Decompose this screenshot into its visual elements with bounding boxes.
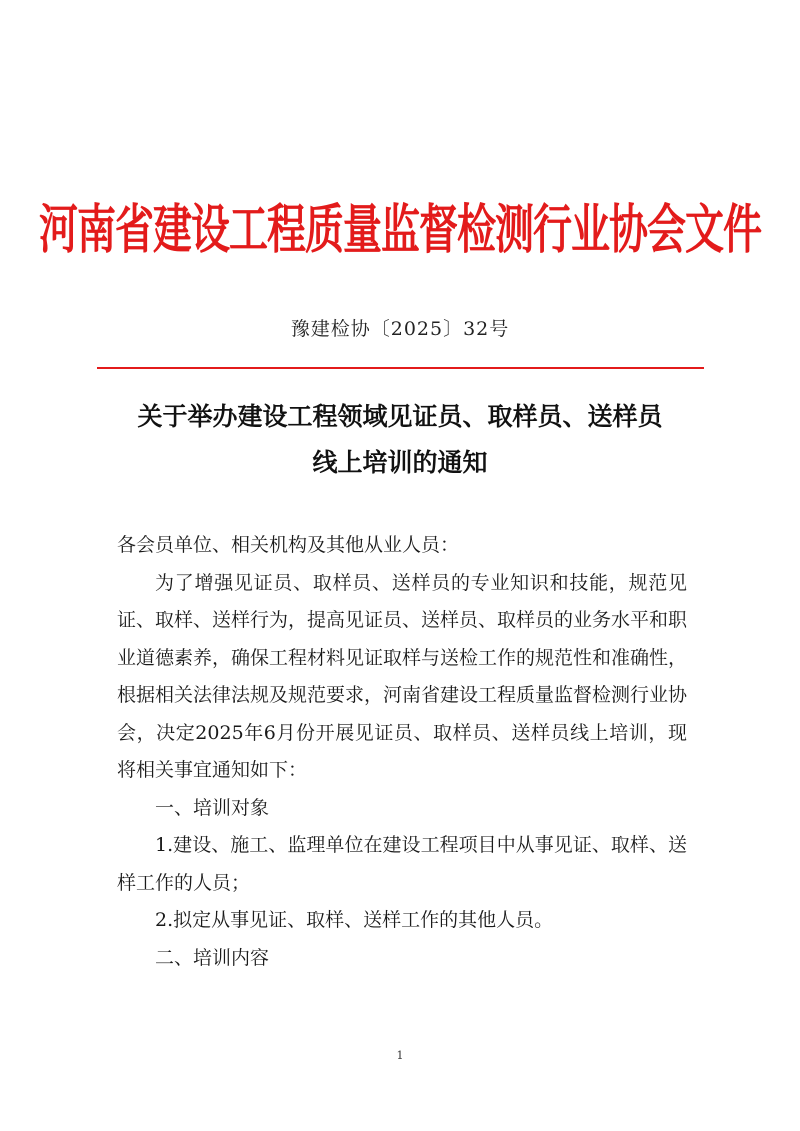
notice-title	[0, 394, 800, 486]
salutation: 各会员单位、相关机构及其他从业人员：	[117, 534, 460, 556]
notice-title-line-2: 线上培训的通知	[312, 448, 488, 477]
section-1-item-1: 1.建设、施工、监理单位在建设工程项目中从事见证、取样、送样工作的人员；	[117, 834, 687, 894]
notice-title-line-1: 关于举办建设工程领域见证员、取样员、送样员	[137, 402, 663, 431]
page-number: 1	[396, 1049, 404, 1062]
section-1-heading: 一、培训对象	[155, 796, 270, 819]
document-body	[117, 527, 687, 977]
red-divider-line	[97, 367, 704, 369]
section-1-item-2: 2.拟定从事见证、取样、送样工作的其他人员。	[155, 909, 554, 931]
section-2-heading: 二、培训内容	[155, 946, 270, 969]
document-number: 豫建检协〔2025〕32号	[290, 318, 510, 340]
intro-paragraph: 为了增强见证员、取样员、送样员的专业知识和技能，规范见证、取样、送样行为，提高见证员、送样员、取样员的业务水平和职业道德素养，确保工程材料见证取样与送检工作的规范性和准确性，根据相关法律法规及规范要求，河南省建设工程质量监督检测行业协会，决定2025年6月份开展见证员、取样员、送样员线上培训，现将相关事宜通知如下：	[117, 571, 688, 781]
document-header-title: 河南省建设工程质量监督检测行业协会文件	[38, 198, 761, 261]
